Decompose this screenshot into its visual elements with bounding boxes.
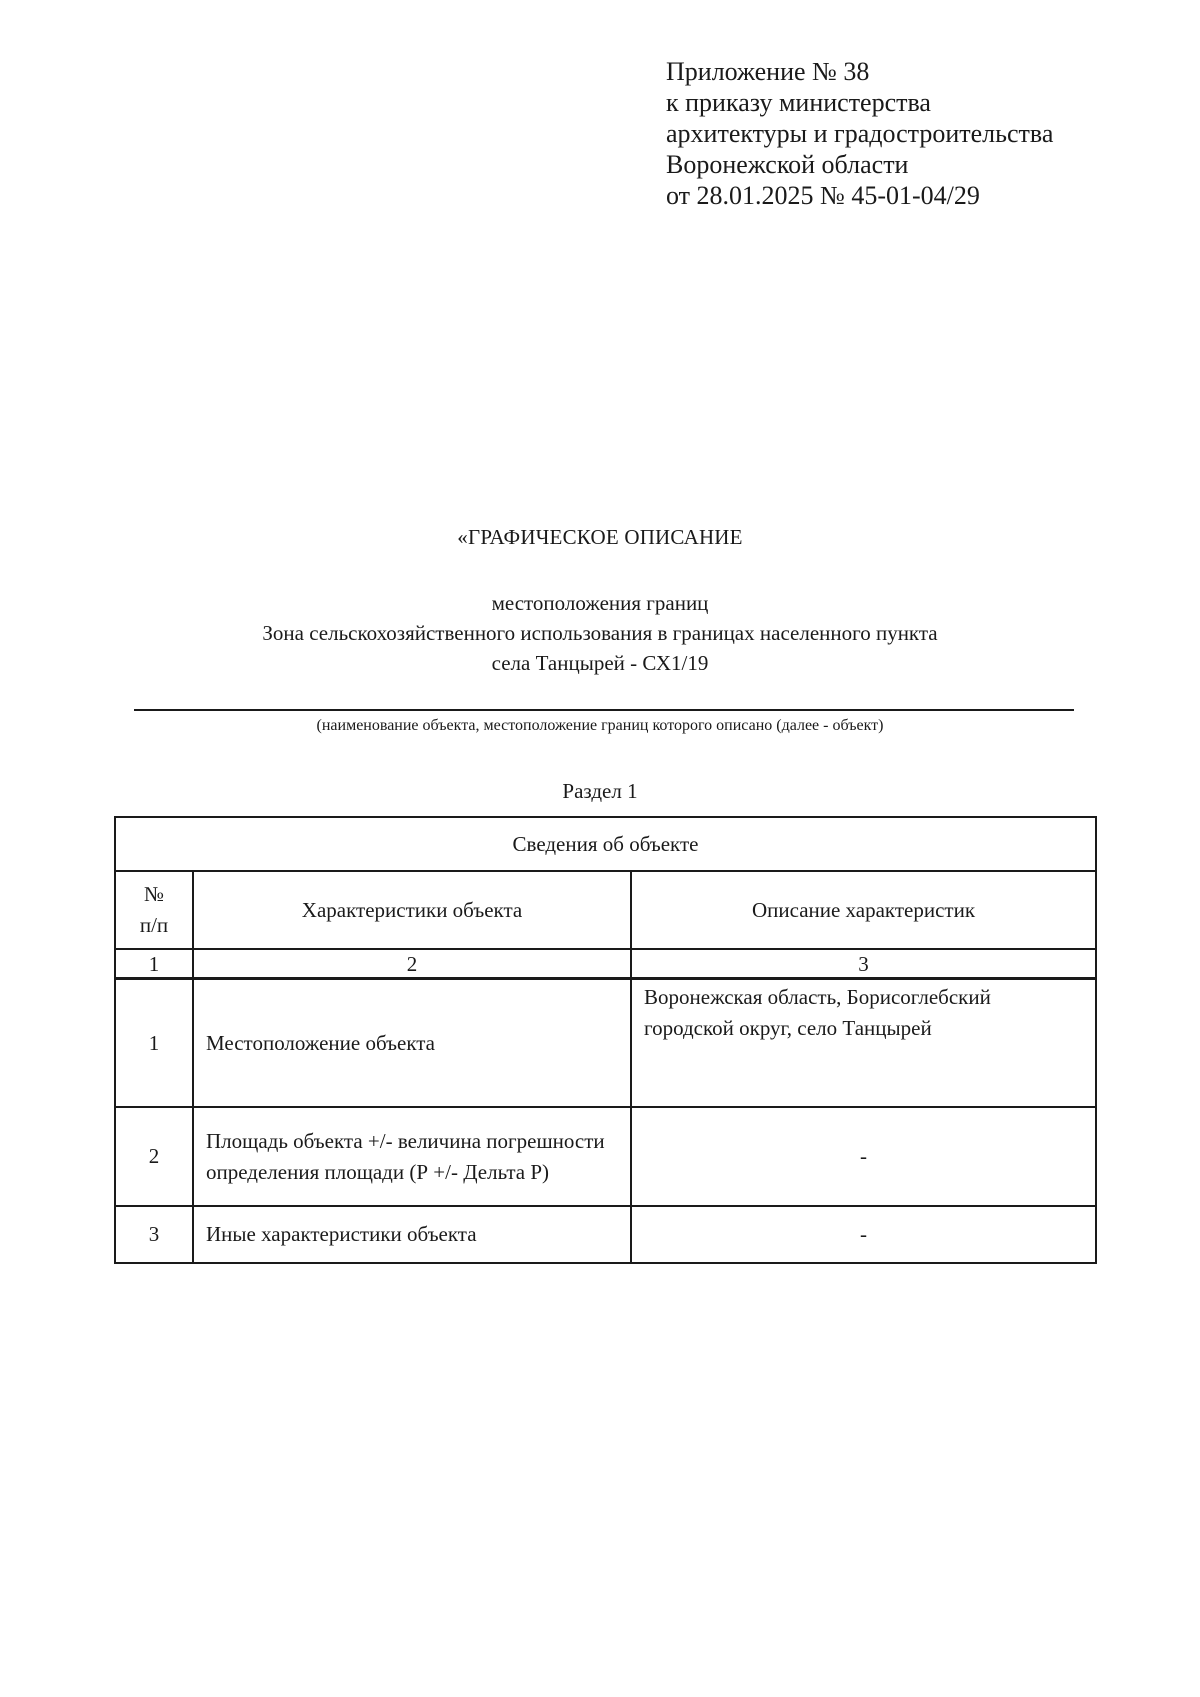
document-title: «ГРАФИЧЕСКОЕ ОПИСАНИЕ xyxy=(457,525,743,549)
header-num xyxy=(115,871,193,949)
attachment-note xyxy=(666,56,1053,211)
header-num-abbr: п/п xyxy=(139,913,169,937)
attachment-order-date: от 28.01.2025 № 45-01-04/29 xyxy=(666,181,980,210)
row-number: 3 xyxy=(115,1206,193,1263)
table-row xyxy=(115,979,1096,1108)
subtitle-line-2: Зона сельскохозяйственного использования в границах населенного пункта xyxy=(262,621,938,645)
attachment-ministry: архитектуры и градостроительства xyxy=(666,119,1054,148)
object-caption: (наименование объекта, местоположение границ которого описано (далее - объект) xyxy=(316,717,884,734)
attachment-region: Воронежской области xyxy=(666,150,909,179)
column-index-2: 2 xyxy=(193,949,631,979)
row-number: 2 xyxy=(115,1107,193,1206)
column-index-row xyxy=(115,949,1096,979)
table-caption: Сведения об объекте xyxy=(115,817,1096,871)
table-row xyxy=(115,1107,1096,1206)
object-name-rule xyxy=(134,709,1074,711)
header-description: Описание характеристик xyxy=(631,871,1096,949)
row-description: - xyxy=(631,1206,1096,1263)
row-characteristic: Иные характеристики объекта xyxy=(193,1206,631,1263)
column-index-1: 1 xyxy=(115,949,193,979)
row-characteristic: Площадь объекта +/- величина погрешности определения площади (Р +/- Дельта Р) xyxy=(193,1107,631,1206)
attachment-number: Приложение № 38 xyxy=(666,57,870,86)
section-label: Раздел 1 xyxy=(562,779,638,803)
header-characteristics: Характеристики объекта xyxy=(193,871,631,949)
attachment-order-ref: к приказу министерства xyxy=(666,88,931,117)
column-index-3: 3 xyxy=(631,949,1096,979)
subtitle-line-1: местоположения границ xyxy=(491,591,709,615)
table-row xyxy=(115,1206,1096,1263)
row-number: 1 xyxy=(115,979,193,1108)
row-description: Воронежская область, Борисоглебский городской округ, село Танцырей xyxy=(631,979,1096,1108)
object-subtitle xyxy=(0,588,1200,678)
row-description: - xyxy=(631,1107,1096,1206)
subtitle-line-3: села Танцырей - СХ1/19 xyxy=(491,651,709,675)
row-characteristic: Местоположение объекта xyxy=(193,979,631,1108)
object-info-table xyxy=(114,816,1097,1264)
header-num-sign: № xyxy=(143,882,165,906)
table-header-row xyxy=(115,871,1096,949)
